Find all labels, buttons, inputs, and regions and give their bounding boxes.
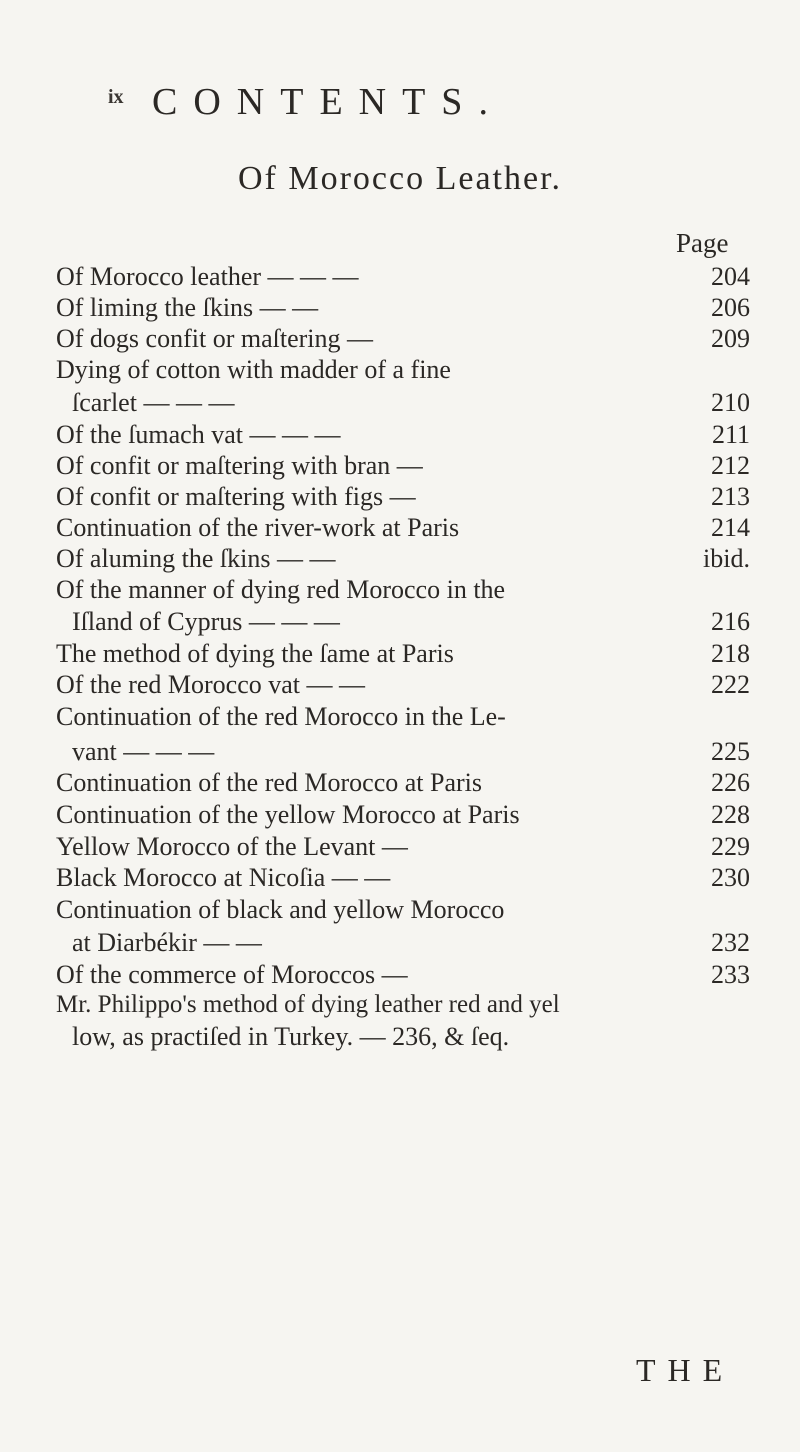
toc-entry-text: Of aluming the ſkins — — xyxy=(56,544,336,573)
toc-entry-text: low, as practiſed in Turkey. — 236, & ſeq. xyxy=(72,1022,510,1051)
toc-entry-page: 222 xyxy=(711,670,750,699)
toc-entry-page: 218 xyxy=(711,639,750,668)
toc-entry-page: 228 xyxy=(711,800,750,829)
toc-entry-text: Iſland of Cyprus — — — xyxy=(72,607,340,636)
toc-entry-page: 230 xyxy=(711,863,750,892)
toc-entry-text: vant — — — xyxy=(72,737,215,766)
toc-entry-text: Of confit or maſtering with figs — xyxy=(56,482,416,511)
running-header: CONTENTS. xyxy=(152,81,504,123)
toc-entry-text: The method of dying the ſame at Paris xyxy=(56,639,454,668)
folio-mark: ix xyxy=(108,86,124,108)
toc-entry-text: Of liming the ſkins — — xyxy=(56,293,319,322)
toc-entry-page: 204 xyxy=(711,262,750,291)
catchword: THE xyxy=(636,1352,735,1388)
toc-entry-page: 233 xyxy=(711,960,750,989)
toc-entry-text: ſcarlet — — — xyxy=(72,388,235,417)
toc-entry-page: 206 xyxy=(711,293,750,322)
toc-entry-page: 232 xyxy=(711,928,750,957)
toc-entry-page: 216 xyxy=(711,607,750,636)
toc-entry-page: 214 xyxy=(711,513,750,542)
toc-entry-text: Continuation of black and yellow Morocco xyxy=(56,895,505,924)
toc-entry-text: Of the manner of dying red Morocco in the xyxy=(56,575,506,604)
toc-entry-page: 209 xyxy=(711,324,750,353)
toc-entry-text: Continuation of the river-work at Paris xyxy=(56,513,460,542)
toc-entry-text: Of the ſumach vat — — — xyxy=(56,420,341,449)
toc-entry-page: 213 xyxy=(711,482,750,511)
page-column-label: Page xyxy=(676,228,729,258)
toc-entry-page: 225 xyxy=(711,737,750,766)
toc-entry-text: Yellow Morocco of the Levant — xyxy=(56,832,408,861)
section-title: Of Morocco Leather. xyxy=(237,160,563,197)
toc-entry-page: 229 xyxy=(711,832,750,861)
toc-entry-text: Of Morocco leather — — — xyxy=(56,262,359,291)
toc-entry-text: Dying of cotton with madder of a fine xyxy=(56,355,451,384)
toc-entry-page: 210 xyxy=(711,388,750,417)
toc-entry-text: Continuation of the yellow Morocco at Paris xyxy=(56,800,520,829)
toc-entry-text: Black Morocco at Nicoſia — — xyxy=(56,863,391,892)
toc-entry-text: Of the red Morocco vat — — xyxy=(56,670,366,699)
toc-entry-text: Of the commerce of Moroccos — xyxy=(56,960,408,989)
toc-entry-text: at Diarbékir — — xyxy=(72,928,262,957)
toc-entry-page: 226 xyxy=(711,768,750,797)
toc-entry-text: Of confit or maſtering with bran — xyxy=(56,451,423,480)
toc-entry-page: ibid. xyxy=(703,544,750,573)
toc-entry-text: Continuation of the red Morocco at Paris xyxy=(56,768,483,797)
toc-entry-text: Of dogs confit or maſtering — xyxy=(56,324,373,353)
toc-entry-page: 211 xyxy=(711,420,750,449)
toc-entry-text: Mr. Philippo's method of dying leather red and yel xyxy=(56,991,560,1018)
toc-entry-page: 212 xyxy=(711,451,750,480)
toc-entry-text: Continuation of the red Morocco in the Le- xyxy=(56,702,506,731)
